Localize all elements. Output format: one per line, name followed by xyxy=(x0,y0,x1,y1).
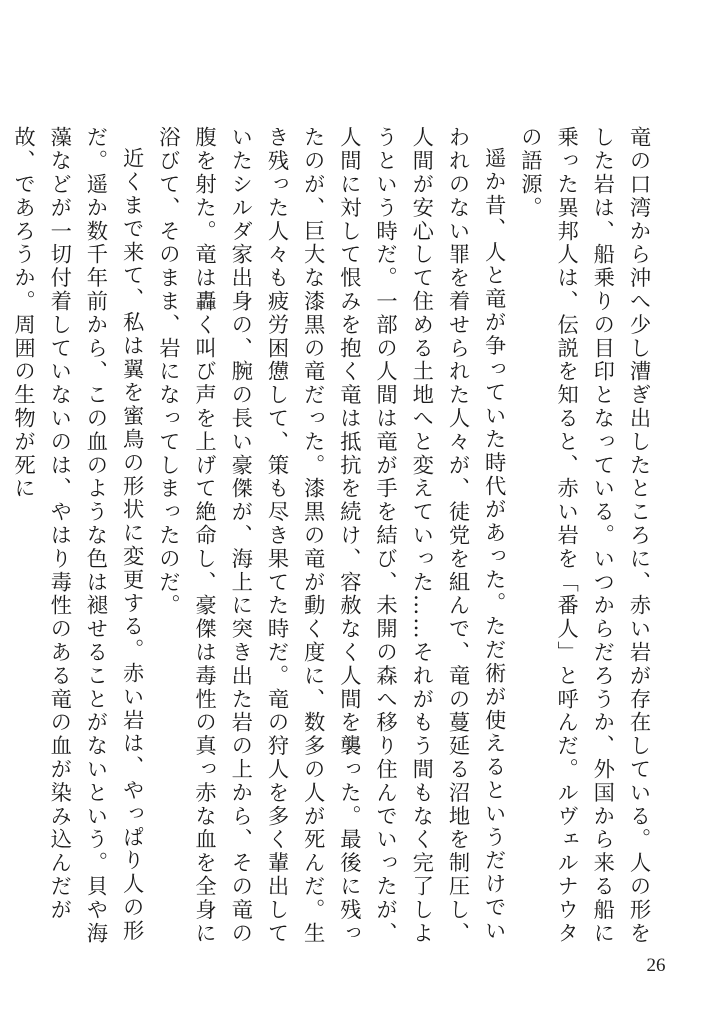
paragraph-1: 竜の口湾から沖へ少し漕ぎ出したところに、赤い岩が存在している。人の形をした岩は、船乗りの目印となっている。いつからだろうか、外国から来る船に乗った異邦人は、伝説を知ると、赤い岩を「番人」と呼んだ。ルヴェルナウタの語源。 xyxy=(517,126,651,945)
vertical-text-body xyxy=(10,126,656,956)
paragraph-3: 近くまで来て、私は翼を蜜鳥の形状に変更する。赤い岩は、やっぱり人の形だ。遥か数千年前から、この血のような色は褪せることがないという。貝や海藻などが一切付着していないのは、やはり毒性のある竜の血が染み込んだが故、であろうか。周囲の生物が死に xyxy=(10,126,145,945)
paragraph-2: 遥か昔、人と竜が争っていた時代があった。ただ術が使えるというだけでいわれのない罪を着せられた人々が、徒党を組んで、竜の蔓延る沼地を制圧し、人間が安心して住める土地へと変えていった……それがもう間もなく完了しようという時だ。一部の人間は竜が手を結び、未開の森へ移り住んでいったが、人間に対して恨みを抱く竜は抵抗を続け、容赦なく人間を襲った。最後に残ったのが、巨大な漆黒の竜だった。漆黒の竜が動く度に、数多の人が死んだ。生き残った人々も疲労困憊して、策も尽き果てた時だ。竜の狩人を多く輩出していたシルダ家出身の、腕の長い豪傑が、海上に突き出た岩の上から、その竜の腹を射た。竜は轟く叫び声を上げて絶命し、豪傑は毒性の真っ赤な血を全身に浴びて、そのまま、岩になってしまったのだ。 xyxy=(155,126,507,945)
page-number: 26 xyxy=(646,955,666,976)
